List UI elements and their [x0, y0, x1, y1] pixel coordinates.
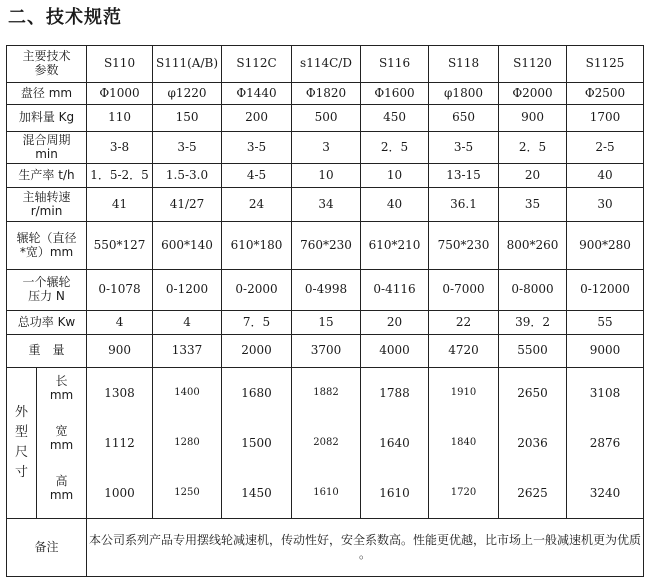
- spec-cell: 0-8000: [499, 270, 567, 311]
- spec-cell: 4: [87, 311, 153, 335]
- spec-cell: 3: [292, 132, 361, 164]
- spec-cell: 4000: [361, 335, 429, 368]
- dimension-cell: 2650: [517, 386, 548, 400]
- spec-cell: 36.1: [429, 188, 499, 222]
- row-label: 重 量: [7, 335, 87, 368]
- dimension-sub-labels: [37, 368, 87, 519]
- spec-cell: Φ2500: [567, 83, 644, 105]
- spec-cell: 650: [429, 105, 499, 132]
- model-header: S118: [429, 46, 499, 83]
- spec-cell: 450: [361, 105, 429, 132]
- dimension-values: [87, 368, 153, 519]
- spec-cell: 3-8: [87, 132, 153, 164]
- spec-cell: 600*140: [153, 222, 222, 270]
- row-label: 主轴转速 r/min: [7, 188, 87, 222]
- spec-cell: 0-2000: [222, 270, 292, 311]
- dimension-cell: 1308: [104, 386, 135, 400]
- dimensions-label: [7, 368, 37, 519]
- model-header: S111(A/B): [153, 46, 222, 83]
- dimension-cell: 1640: [379, 436, 410, 450]
- dimension-cell: 2625: [517, 486, 548, 500]
- dimension-cell: 1610: [379, 486, 410, 500]
- spec-cell: φ1800: [429, 83, 499, 105]
- section-heading: 二、技术规范: [8, 7, 122, 28]
- model-header: s114C/D: [292, 46, 361, 83]
- spec-cell: 3-5: [153, 132, 222, 164]
- row-label: 总功率 Kw: [7, 311, 87, 335]
- spec-cell: 20: [361, 311, 429, 335]
- spec-cell: 900: [87, 335, 153, 368]
- spec-cell: 1700: [567, 105, 644, 132]
- spec-row: [7, 105, 644, 132]
- spec-cell: 7．5: [222, 311, 292, 335]
- dimension-cell: 1720: [450, 487, 477, 498]
- dimension-cell: 1840: [450, 437, 477, 448]
- spec-cell: 1．5-2．5: [87, 164, 153, 188]
- note-text: 本公司系列产品专用摆线轮减速机，传动性好，安全系数高。性能更优越，比市场上一般减速机更为优质 。: [87, 519, 644, 577]
- spec-cell: 0-4998: [292, 270, 361, 311]
- spec-cell: 15: [292, 311, 361, 335]
- spec-cell: 41: [87, 188, 153, 222]
- dimension-cell: 1882: [313, 387, 339, 398]
- dimension-cell: 1250: [174, 487, 200, 498]
- spec-cell: 1.5-3.0: [153, 164, 222, 188]
- spec-cell: 5500: [499, 335, 567, 368]
- spec-cell: 22: [429, 311, 499, 335]
- spec-cell: 4720: [429, 335, 499, 368]
- spec-cell: 2．5: [361, 132, 429, 164]
- spec-cell: 2．5: [499, 132, 567, 164]
- model-header: S1125: [567, 46, 644, 83]
- spec-row: [7, 222, 644, 270]
- row-label: 盘径 mm: [7, 83, 87, 105]
- dimension-cell: 1910: [450, 387, 477, 398]
- spec-cell: Φ1440: [222, 83, 292, 105]
- spec-table: [6, 45, 644, 577]
- dimension-sub-label: 高 mm: [49, 474, 74, 503]
- dimension-cell: 1400: [174, 387, 200, 398]
- spec-cell: 9000: [567, 335, 644, 368]
- spec-cell: 3-5: [222, 132, 292, 164]
- spec-cell: 1337: [153, 335, 222, 368]
- dimension-cell: 1280: [174, 437, 200, 448]
- spec-cell: 40: [567, 164, 644, 188]
- model-header: S110: [87, 46, 153, 83]
- note-row: [7, 519, 644, 577]
- spec-cell: 10: [292, 164, 361, 188]
- dimension-cell: 1610: [313, 487, 339, 498]
- dimension-cell: 1788: [379, 386, 410, 400]
- spec-cell: 800*260: [499, 222, 567, 270]
- spec-cell: 20: [499, 164, 567, 188]
- spec-row: [7, 132, 644, 164]
- spec-cell: 10: [361, 164, 429, 188]
- spec-cell: 34: [292, 188, 361, 222]
- spec-row: [7, 335, 644, 368]
- spec-cell: 760*230: [292, 222, 361, 270]
- spec-cell: 900*280: [567, 222, 644, 270]
- dimension-values: [567, 368, 644, 519]
- dimension-values: [429, 368, 499, 519]
- dimensions-label-char: 外: [14, 404, 28, 420]
- row-label: 生产率 t/h: [7, 164, 87, 188]
- model-header: S116: [361, 46, 429, 83]
- dimensions-row: [7, 368, 644, 519]
- dimension-sub-label: 长 mm: [49, 374, 74, 403]
- spec-cell: 13-15: [429, 164, 499, 188]
- spec-cell: 4: [153, 311, 222, 335]
- dimension-cell: 1500: [241, 436, 272, 450]
- spec-cell: 500: [292, 105, 361, 132]
- dimension-values: [292, 368, 361, 519]
- header-label: 主要技术 参数: [7, 46, 87, 83]
- spec-cell: 0-1078: [87, 270, 153, 311]
- spec-cell: 2000: [222, 335, 292, 368]
- spec-cell: 3700: [292, 335, 361, 368]
- spec-cell: 0-12000: [567, 270, 644, 311]
- dimension-values: [222, 368, 292, 519]
- dimension-values: [499, 368, 567, 519]
- row-label: 辗轮（直径 *宽）mm: [7, 222, 87, 270]
- dimension-cell: 2876: [589, 436, 621, 450]
- spec-row: [7, 83, 644, 105]
- spec-cell: 41/27: [153, 188, 222, 222]
- dimension-sub-label: 宽 mm: [49, 424, 74, 453]
- spec-cell: 39．2: [499, 311, 567, 335]
- spec-cell: 2-5: [567, 132, 644, 164]
- dimensions-label-char: 寸: [14, 465, 28, 481]
- spec-cell: 150: [153, 105, 222, 132]
- spec-cell: 35: [499, 188, 567, 222]
- spec-row: [7, 188, 644, 222]
- spec-cell: Φ1600: [361, 83, 429, 105]
- spec-cell: φ1220: [153, 83, 222, 105]
- spec-cell: 30: [567, 188, 644, 222]
- model-header: S1120: [499, 46, 567, 83]
- spec-cell: 200: [222, 105, 292, 132]
- spec-cell: Φ1820: [292, 83, 361, 105]
- spec-row: [7, 311, 644, 335]
- spec-cell: 900: [499, 105, 567, 132]
- row-label: 加料量 Kg: [7, 105, 87, 132]
- dimension-cell: 2036: [517, 436, 548, 450]
- dimensions-label-char: 尺: [14, 445, 28, 460]
- dimension-values: [361, 368, 429, 519]
- spec-cell: 0-7000: [429, 270, 499, 311]
- row-label: 混合周期 min: [7, 132, 87, 164]
- row-label: 一个辗轮 压力 N: [7, 270, 87, 311]
- spec-row: [7, 270, 644, 311]
- dimension-cell: 1000: [104, 486, 135, 500]
- dimension-cell: 1112: [104, 436, 135, 450]
- spec-cell: 3-5: [429, 132, 499, 164]
- dimension-cell: 3108: [589, 386, 621, 400]
- spec-cell: 4-5: [222, 164, 292, 188]
- spec-cell: 610*210: [361, 222, 429, 270]
- spec-cell: 610*180: [222, 222, 292, 270]
- header-row: [7, 46, 644, 83]
- note-label: 备注: [7, 519, 87, 577]
- dimension-cell: 2082: [313, 437, 339, 448]
- spec-cell: Φ2000: [499, 83, 567, 105]
- spec-cell: 40: [361, 188, 429, 222]
- spec-cell: 550*127: [87, 222, 153, 270]
- spec-row: [7, 164, 644, 188]
- spec-cell: 55: [567, 311, 644, 335]
- dimension-values: [153, 368, 222, 519]
- dimension-cell: 1450: [241, 486, 272, 500]
- dimension-cell: 1680: [241, 386, 272, 400]
- spec-cell: 110: [87, 105, 153, 132]
- spec-cell: 0-1200: [153, 270, 222, 311]
- model-header: S112C: [222, 46, 292, 83]
- spec-cell: 24: [222, 188, 292, 222]
- dimensions-label-char: 型: [14, 424, 28, 440]
- spec-cell: 0-4116: [361, 270, 429, 311]
- spec-cell: 750*230: [429, 222, 499, 270]
- dimension-cell: 3240: [589, 486, 621, 500]
- spec-cell: Φ1000: [87, 83, 153, 105]
